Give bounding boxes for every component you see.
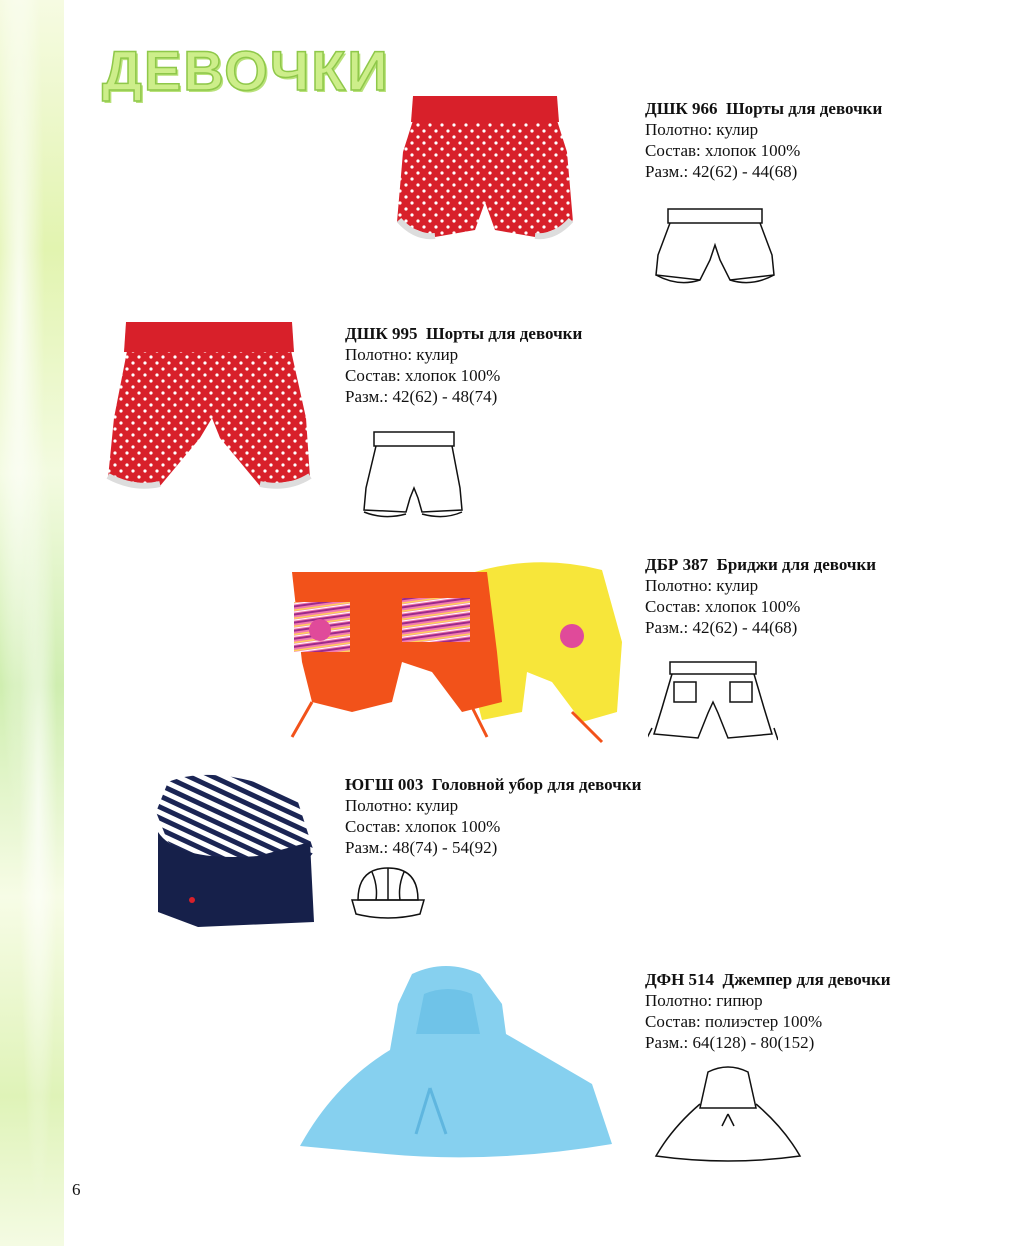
product-heading xyxy=(645,98,882,119)
product-photo-dshk966 xyxy=(385,92,585,252)
product-heading xyxy=(345,323,582,344)
product-fabric: Полотно: гипюр xyxy=(645,991,763,1010)
sketch-dshk995 xyxy=(358,428,468,520)
sketch-dbr387 xyxy=(648,658,778,744)
page-number: 6 xyxy=(72,1180,81,1199)
product-sizes: Разм.: 42(62) - 48(74) xyxy=(345,387,498,406)
product-photo-dfn514 xyxy=(294,964,630,1160)
product-composition: Состав: полиэстер 100% xyxy=(645,1012,823,1031)
sketch-dfn514 xyxy=(652,1064,804,1166)
decorative-sidebar xyxy=(0,0,64,1246)
product-description-dshk995 xyxy=(345,323,582,407)
product-code: ДШК 966 xyxy=(645,99,718,118)
sketch-yugsh003 xyxy=(348,862,428,924)
product-description-dbr387 xyxy=(645,554,876,638)
product-code: ЮГШ 003 xyxy=(345,775,424,794)
product-name: Шорты для девочки xyxy=(425,324,583,343)
product-sizes: Разм.: 64(128) - 80(152) xyxy=(645,1033,815,1052)
product-name: Шорты для девочки xyxy=(725,99,883,118)
product-composition: Состав: хлопок 100% xyxy=(645,597,801,616)
product-heading xyxy=(645,969,891,990)
product-fabric: Полотно: кулир xyxy=(645,576,759,595)
product-fabric: Полотно: кулир xyxy=(645,120,759,139)
product-description-dfn514 xyxy=(645,969,891,1053)
product-sizes: Разм.: 42(62) - 44(68) xyxy=(645,618,798,637)
product-name: Головной убор для девочки xyxy=(431,775,642,794)
product-fabric: Полотно: кулир xyxy=(345,796,459,815)
product-name: Джемпер для девочки xyxy=(722,970,891,989)
product-name: Бриджи для девочки xyxy=(716,555,877,574)
product-heading xyxy=(345,774,641,795)
product-composition: Состав: хлопок 100% xyxy=(645,141,801,160)
page-title: ДЕВОЧКИ xyxy=(102,39,390,102)
product-code: ДБР 387 xyxy=(645,555,709,574)
product-description-dshk966 xyxy=(645,98,882,182)
product-photo-yugsh003 xyxy=(138,772,320,932)
product-photo-dbr387 xyxy=(272,552,642,752)
sketch-dshk966 xyxy=(650,205,780,290)
product-composition: Состав: хлопок 100% xyxy=(345,817,501,836)
product-composition: Состав: хлопок 100% xyxy=(345,366,501,385)
product-sizes: Разм.: 48(74) - 54(92) xyxy=(345,838,498,857)
product-fabric: Полотно: кулир xyxy=(345,345,459,364)
product-photo-dshk995 xyxy=(100,318,320,498)
product-code: ДШК 995 xyxy=(345,324,418,343)
product-description-yugsh003 xyxy=(345,774,641,858)
product-heading xyxy=(645,554,876,575)
product-code: ДФН 514 xyxy=(645,970,715,989)
product-sizes: Разм.: 42(62) - 44(68) xyxy=(645,162,798,181)
